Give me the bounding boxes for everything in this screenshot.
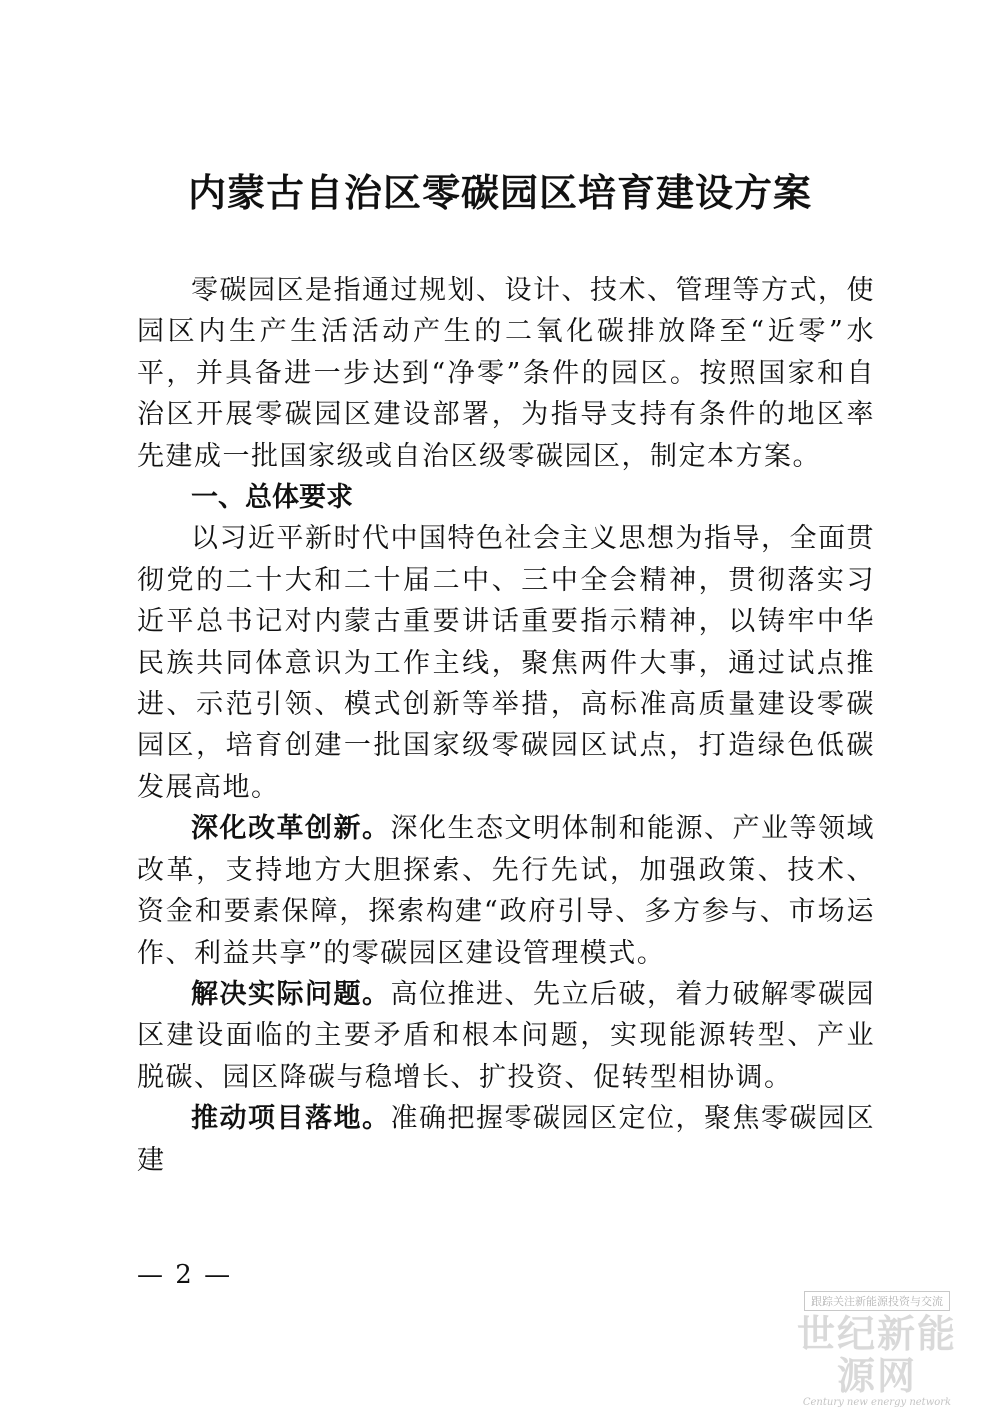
watermark-brand: 世纪新能源网 [796,1311,957,1398]
section-heading-overall-requirements: 一、总体要求 [191,482,353,514]
principle-text-reform: 深化生态文明体制和能源、产业等领域改革，支持地方大胆探索、先行先试，加强政策、技术、资金和要素保障，探索构建“政府引导、多方参与、市场运作、利益共享”的零碳园区建设管理模式。 [137,813,875,969]
principle-paragraph-reform [137,808,875,974]
guiding-ideology-paragraph: 以习近平新时代中国特色社会主义思想为指导，全面贯彻党的二十大和二十届二中、三中全会精神，贯彻落实习近平总书记对内蒙古重要讲话重要指示精神，以铸牢中华民族共同体意识为工作主线，聚焦两件大事，通过试点推进、示范引领、模式创新等举措，高标准高质量建设零碳园区，培育创建一批国家级零碳园区试点，打造绿色低碳发展高地。 [137,523,875,803]
principle-paragraph-problems [137,974,875,1098]
principle-text-problems: 高位推进、先立后破，着力破解零碳园区建设面临的主要矛盾和根本问题，实现能源转型、产业脱碳、园区降碳与稳增长、扩投资、促转型相协调。 [137,978,875,1093]
principle-lead-projects: 推动项目落地。 [191,1103,391,1135]
principle-lead-problems: 解决实际问题。 [191,978,391,1010]
watermark [782,1290,972,1408]
principle-text-projects: 准确把握零碳园区定位，聚焦零碳园区建 [137,1103,875,1176]
page-number: — 2 — [137,1260,233,1290]
watermark-english: Century new energy network [802,1397,952,1408]
document-title: 内蒙古自治区零碳园区培育建设方案 [187,170,812,215]
principle-paragraph-projects [137,1098,875,1181]
document-body [137,270,875,1181]
intro-paragraph: 零碳园区是指通过规划、设计、技术、管理等方式，使园区内生产生活活动产生的二氧化碳排放降至“近零”水平，并具备进一步达到“净零”条件的园区。按照国家和自治区开展零碳园区建设部署，为指导支持有条件的地区率先建成一批国家级或自治区级零碳园区，制定本方案。 [137,275,875,472]
principle-lead-reform: 深化改革创新。 [191,813,391,845]
watermark-tagline: 跟踪关注新能源投资与交流 [804,1291,950,1311]
